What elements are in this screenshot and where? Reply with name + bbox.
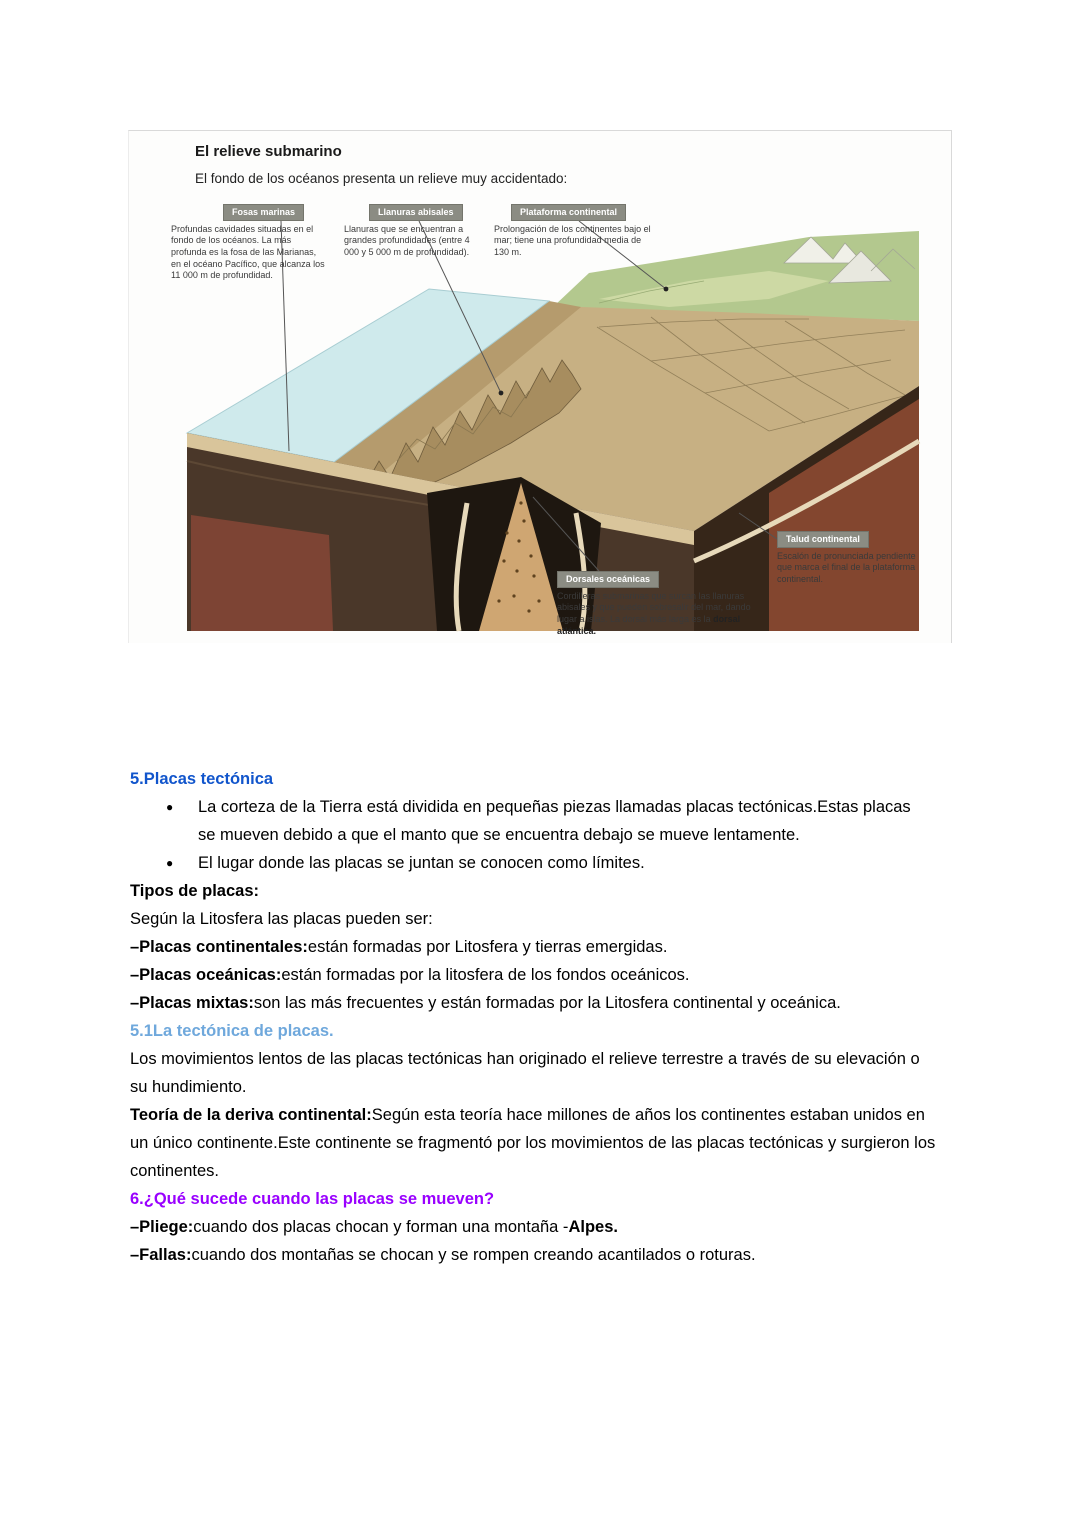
paragraph-placas-mixtas <box>130 989 940 1017</box>
term-fallas: –Fallas: <box>130 1246 192 1264</box>
callout-text-fosas-marinas: Profundas cavidades situadas en el fondo de los océanos. La más profunda es la fosa de las Marianas, en el océano Pacífico, que alcanza los 11 000 m de profundidad. <box>171 223 325 281</box>
paragraph-fallas <box>130 1241 940 1269</box>
callout-plataforma-continental <box>494 204 652 259</box>
term-teoria-deriva: Teoría de la deriva continental: <box>130 1106 372 1124</box>
definition-placas-mixtas: son las más frecuentes y están formadas por la Litosfera continental y oceánica. <box>253 994 841 1012</box>
term-placas-oceanicas: –Placas oceánicas: <box>130 966 282 984</box>
paragraph-placas-oceanicas <box>130 961 940 989</box>
callout-label-plataforma-continental: Plataforma continental <box>511 204 626 221</box>
definition-teoria-deriva: Según esta teoría hace millones de años los continentes estaban unidos en un único continente.Este continente se fragmentó por los movimientos de las placas tectónicas y surgieron los continentes. <box>130 1106 936 1180</box>
callout-dorsales-oceanicas <box>557 571 755 637</box>
term-placas-mixtas: –Placas mixtas: <box>130 994 254 1012</box>
paragraph-pliege <box>130 1213 940 1241</box>
paragraph-teoria-deriva <box>130 1101 940 1185</box>
callout-label-fosas-marinas: Fosas marinas <box>223 204 304 221</box>
callout-label-llanuras-abisales: Llanuras abisales <box>369 204 463 221</box>
definition-pliege: cuando dos placas chocan y forman una montaña - <box>193 1218 569 1236</box>
heading-placas-tectonica: 5.Placas tectónica <box>130 770 274 788</box>
list-item-corteza <box>130 793 916 849</box>
list-item-text: La corteza de la Tierra está dividida en pequeñas piezas llamadas placas tectónicas.Estas placas se mueven debido a que el manto que se encuentra debajo se mueve lentamente. <box>198 798 911 844</box>
definition-fallas: cuando dos montañas se chocan y se rompen creando acantilados o roturas. <box>191 1246 756 1264</box>
definition-placas-continentales: están formadas por Litosfera y tierras emergidas. <box>307 938 668 956</box>
subheading-tipos-text: Tipos de placas: <box>130 882 259 900</box>
relieve-submarino-figure <box>128 130 952 643</box>
paragraph-movimientos: Los movimientos lentos de las placas tectónicas han originado el relieve terrestre a través de su elevación o su hundimiento. <box>130 1050 920 1096</box>
callout-fosas-marinas <box>171 204 326 282</box>
document-body <box>130 765 940 1269</box>
term-pliege: –Pliege: <box>130 1218 194 1236</box>
callout-text-dorsales-oceanicas <box>557 591 755 638</box>
heading-que-sucede: 6.¿Qué sucede cuando las placas se mueven? <box>130 1190 495 1208</box>
list-item-limites <box>130 849 916 877</box>
term-placas-continentales: –Placas continentales: <box>130 938 308 956</box>
callout-text-dorsales-bold: dorsal atlántica. <box>557 614 741 636</box>
term-alpes: Alpes. <box>568 1218 618 1236</box>
callout-talud-continental <box>777 531 919 586</box>
figure-title: El relieve submarino <box>195 143 342 160</box>
figure-subtitle: El fondo de los océanos presenta un relieve muy accidentado: <box>195 171 568 186</box>
bullet-icon: ● <box>166 856 174 870</box>
subheading-tipos-de-placas <box>130 877 940 905</box>
heading-tectonica-de-placas: 5.1La tectónica de placas. <box>130 1022 334 1040</box>
callout-text-plataforma-continental: Prolongación de los continentes bajo el mar; tiene una profundidad media de 130 m. <box>494 223 651 258</box>
callout-llanuras-abisales <box>344 204 486 259</box>
list-item-text: El lugar donde las placas se juntan se conocen como límites. <box>198 854 645 872</box>
paragraph-placas-continentales <box>130 933 940 961</box>
callout-text-talud-continental: Escalón de pronunciada pendiente que marca el final de la plataforma continental. <box>777 550 916 585</box>
bullet-icon: ● <box>166 800 174 814</box>
callout-label-talud-continental: Talud continental <box>777 531 869 548</box>
callout-label-dorsales-oceanicas: Dorsales oceánicas <box>557 571 659 588</box>
definition-placas-oceanicas: están formadas por la litosfera de los fondos oceánicos. <box>281 966 690 984</box>
paragraph-tipos-intro: Según la Litosfera las placas pueden ser: <box>130 910 433 928</box>
callout-text-dorsales-regular: Cordilleras submarinas que surcan las llanuras abisales y que pueden sobresalir del mar, dando lugar a islas. La dorsal más larga es la <box>557 590 751 625</box>
callout-text-llanuras-abisales: Llanuras que se encuentran a grandes profundidades (entre 4 000 y 5 000 m de profundidad). <box>344 223 470 258</box>
